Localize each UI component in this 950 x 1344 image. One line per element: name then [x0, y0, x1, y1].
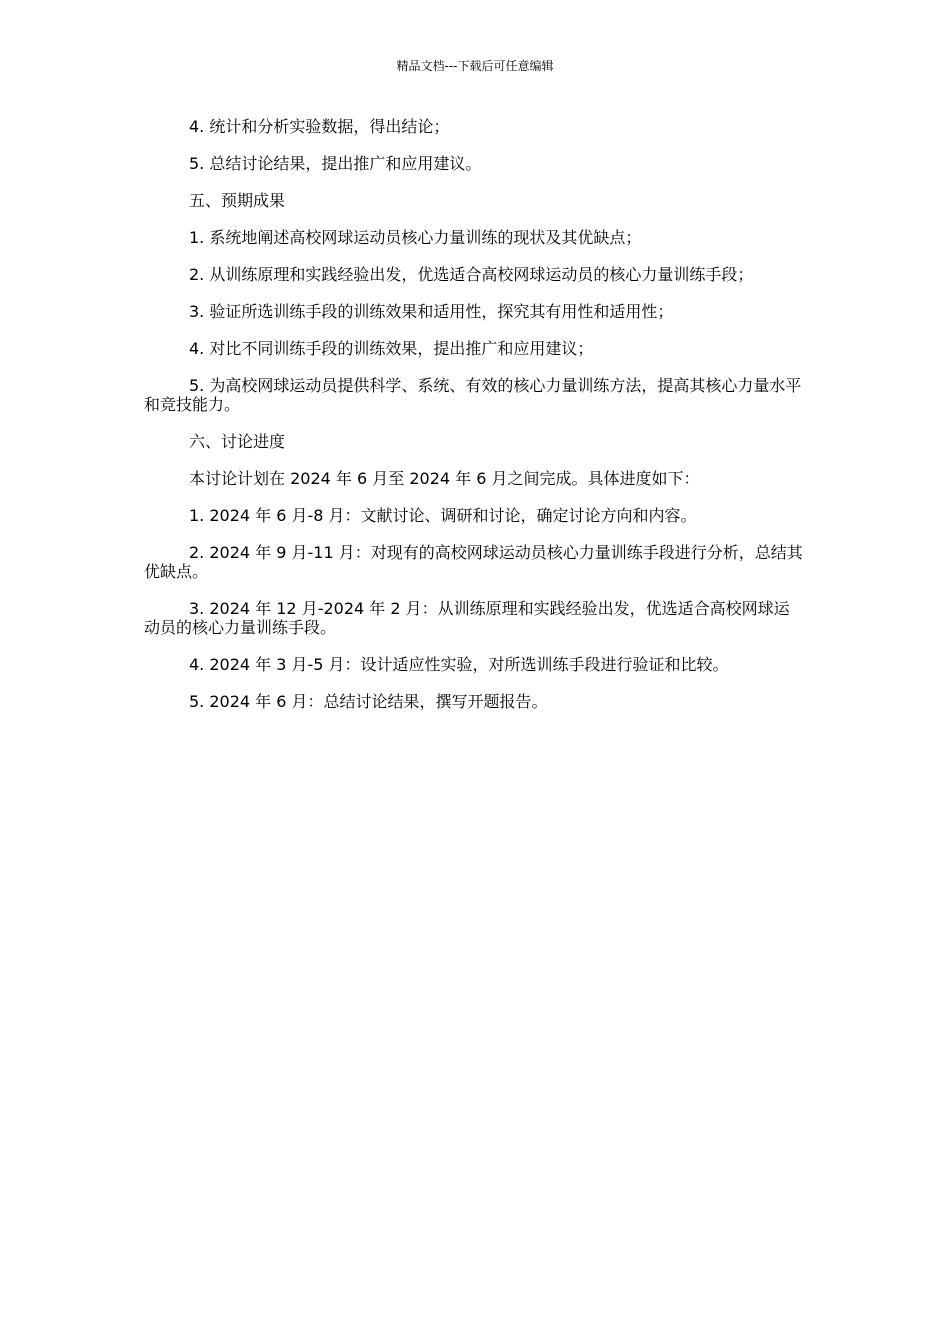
list-item: 2. 2024 年 9 月-11 月：对现有的高校网球运动员核心力量训练手段进行分析，总结其优缺点。	[144, 543, 803, 581]
list-item: 4. 对比不同训练手段的训练效果，提出推广和应用建议；	[189, 339, 594, 358]
section-heading: 六、讨论进度	[189, 432, 286, 451]
list-item: 1. 2024 年 6 月-8 月：文献讨论、调研和讨论，确定讨论方向和内容。	[189, 506, 697, 525]
list-item: 5. 为高校网球运动员提供科学、系统、有效的核心力量训练方法，提高其核心力量水平和竞技能力。	[144, 376, 802, 414]
list-item: 3. 2024 年 12 月-2024 年 2 月：从训练原理和实践经验出发，优选适合高校网球运动员的核心力量训练手段。	[144, 599, 790, 637]
list-item: 3. 验证所选训练手段的训练效果和适用性，探究其有用性和适用性；	[189, 302, 674, 321]
list-item: 4. 2024 年 3 月-5 月：设计适应性实验，对所选训练手段进行验证和比较。	[189, 655, 729, 674]
document-body	[144, 117, 804, 729]
list-item: 5. 总结讨论结果，提出推广和应用建议。	[189, 154, 482, 173]
body-paragraph: 本讨论计划在 2024 年 6 月至 2024 年 6 月之间完成。具体进度如下：	[189, 469, 700, 488]
list-item: 1. 系统地阐述高校网球运动员核心力量训练的现状及其优缺点；	[189, 228, 642, 247]
list-item: 4. 统计和分析实验数据，得出结论；	[189, 117, 450, 136]
list-item: 5. 2024 年 6 月：总结讨论结果，撰写开题报告。	[189, 692, 548, 711]
section-heading: 五、预期成果	[189, 191, 286, 210]
list-item: 2. 从训练原理和实践经验出发，优选适合高校网球运动员的核心力量训练手段；	[189, 265, 754, 284]
page-header: 精品文档---下载后可任意编辑	[396, 59, 554, 73]
